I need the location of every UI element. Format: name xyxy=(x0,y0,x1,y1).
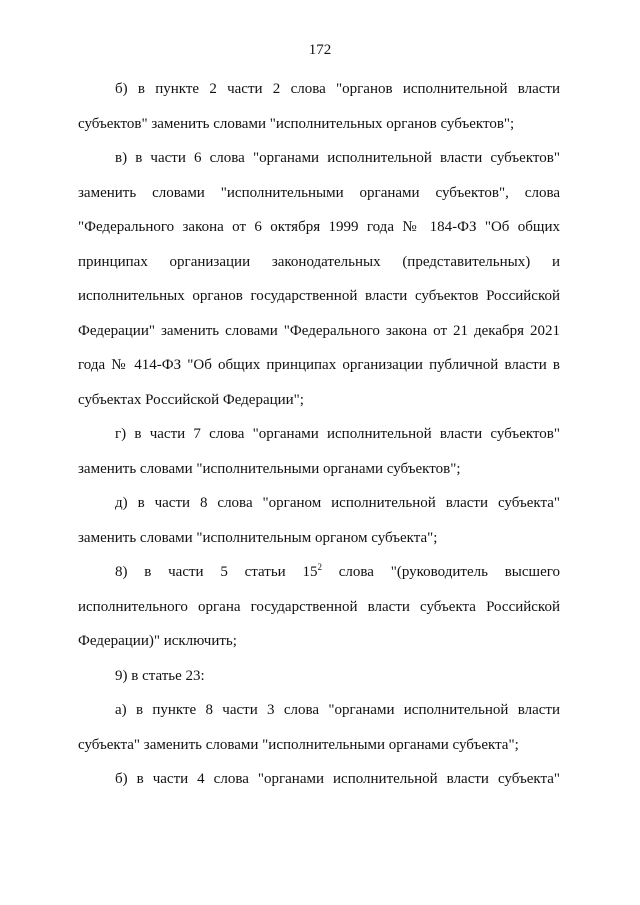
paragraph-a-part-3: а) в пункте 8 части 3 слова "органами исполнительной власти субъекта" заменить словами "исполнительными органами субъекта"; xyxy=(78,702,560,753)
paragraph-v-part-6: в) в части 6 слова "органами исполнительной власти субъектов" заменить словами "исполнительными органами субъектов", слова "Федерального закона от 6 октября 1999 года № 184-ФЗ "Об общих принципах организации законодательных (представительных) и исполнительных органов государственной власти субъектов Российской Федерации" заменить словами "Федерального закона от 21 декабря 2021 года № 414-ФЗ "Об общих принципах организации публичной власти в субъектах Российской Федерации"; xyxy=(78,150,560,408)
paragraph-d-part-8: д) в части 8 слова "органом исполнительной власти субъекта" заменить словами "исполнительным органом субъекта"; xyxy=(78,495,560,546)
paragraph-g-part-7: г) в части 7 слова "органами исполнительной власти субъектов" заменить словами "исполнительными органами субъектов"; xyxy=(78,426,560,477)
article-ref-text: 8) в части 5 статьи 15 xyxy=(115,564,318,580)
page-number: 172 xyxy=(308,42,332,58)
article-ref-remainder: слова "(руководитель высшего исполнительного органа государственной власти субъекта Российской Федерации)" исключить; xyxy=(78,564,561,649)
paragraph-b-part-2: б) в пункте 2 части 2 слова "органов исполнительной власти субъектов" заменить словами "исполнительных органов субъектов"; xyxy=(78,81,560,132)
article-superscript: 2 xyxy=(317,562,322,572)
paragraph-9-article-23: 9) в статье 23: xyxy=(115,667,205,684)
document-body xyxy=(78,72,560,797)
paragraph-b-part-4: б) в части 4 слова "органами исполнительной власти субъекта" xyxy=(115,771,560,787)
paragraph-8-article-15 xyxy=(78,555,560,659)
